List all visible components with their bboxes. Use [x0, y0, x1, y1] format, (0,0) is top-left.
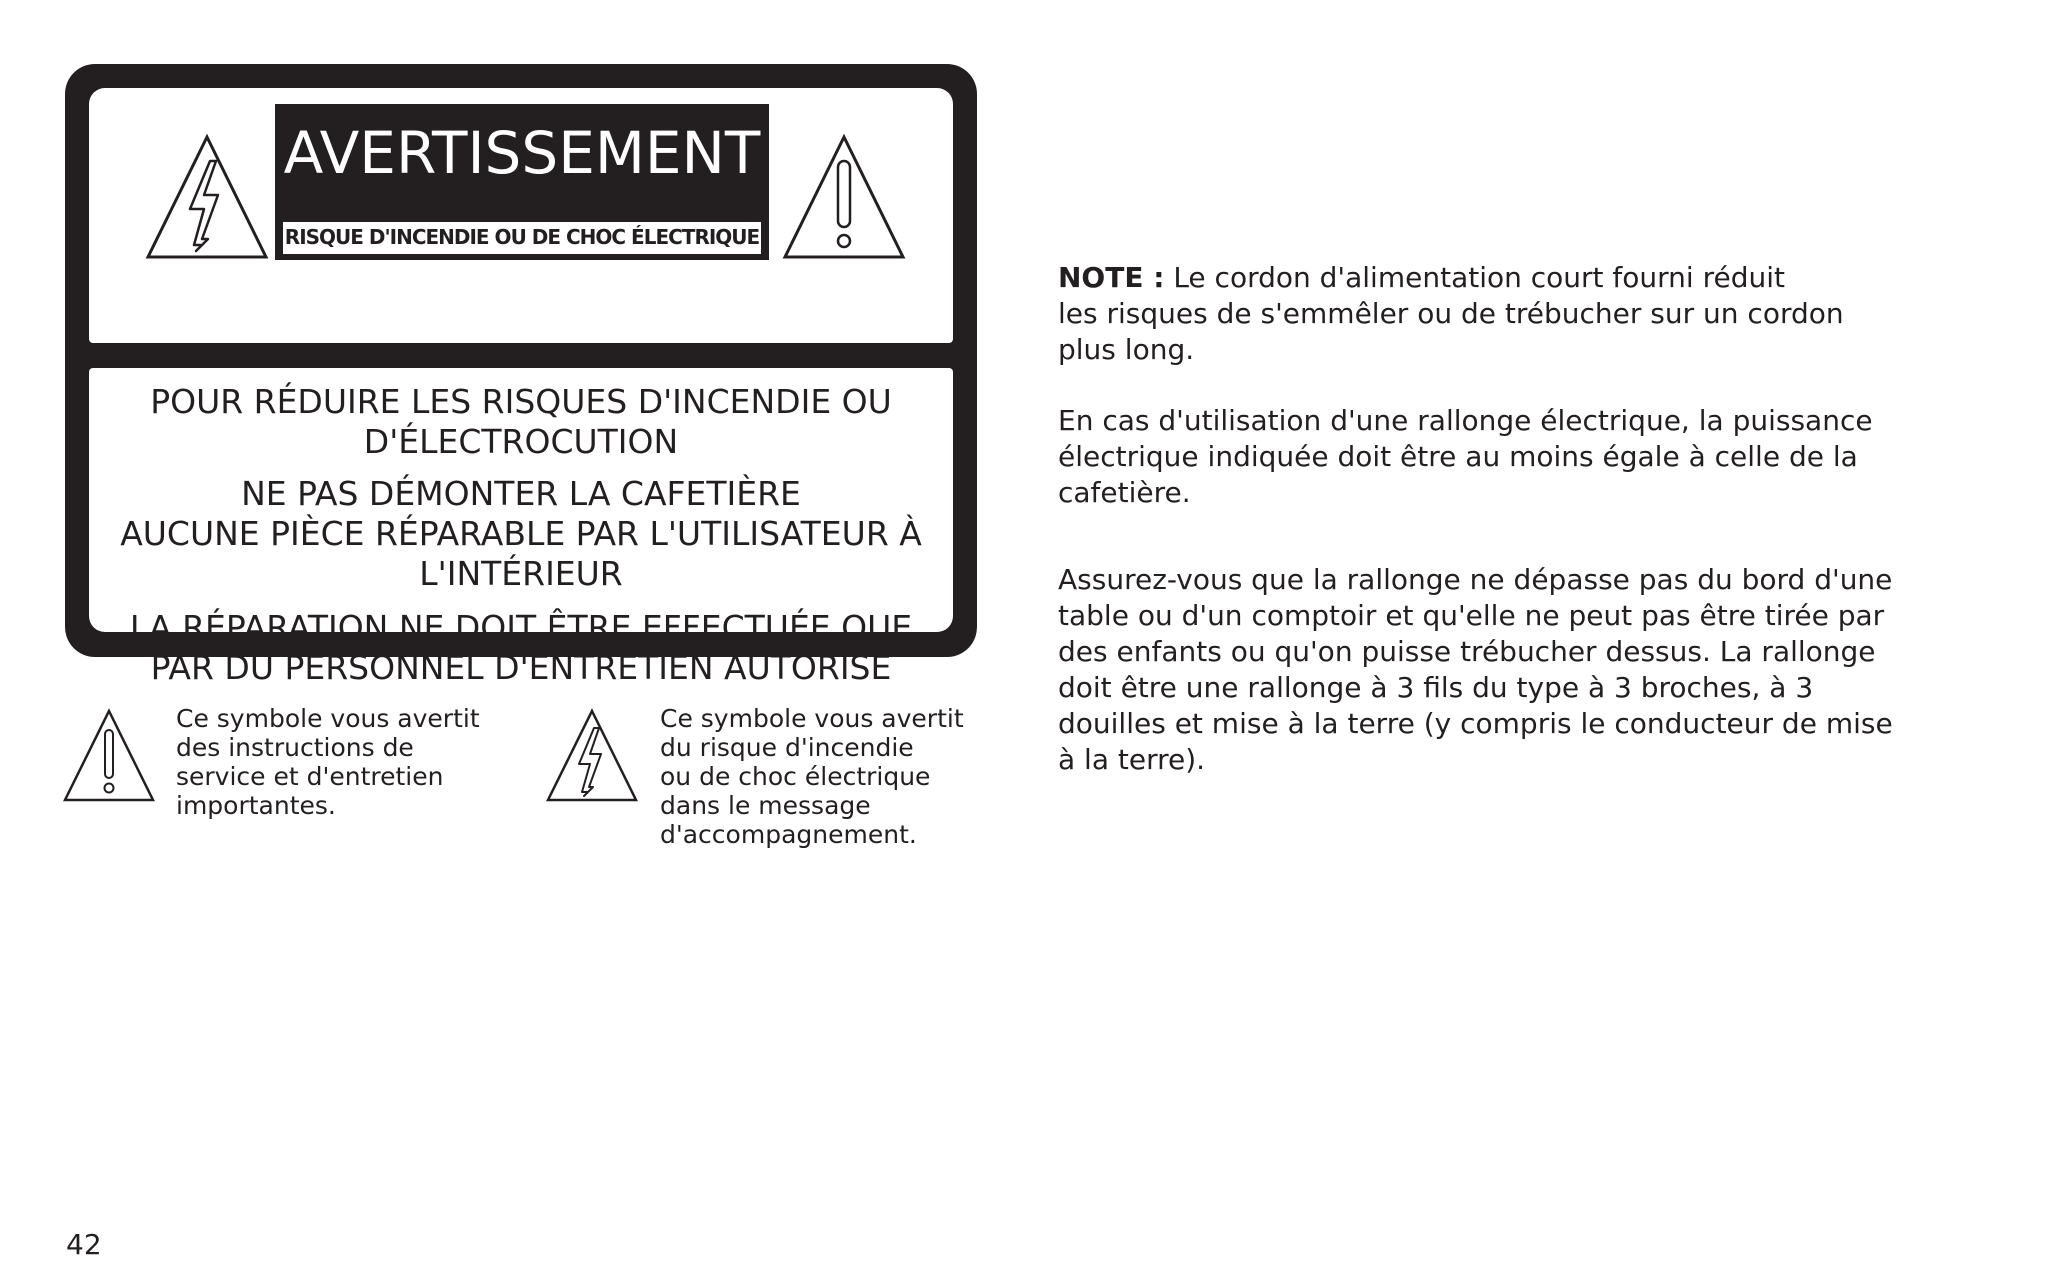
exclamation-warning-icon: [781, 133, 907, 261]
paragraph-line: des enfants ou qu'on puisse trébucher dessus. La rallonge: [1058, 635, 1876, 668]
warning-line: L'INTÉRIEUR: [419, 554, 623, 593]
paragraph-line: électrique indiquée doit être au moins égale à celle de la: [1058, 440, 1858, 473]
warning-title: AVERTISSEMENT: [283, 119, 761, 187]
paragraph-line: table ou d'un comptoir et qu'elle ne peut pas être tirée par: [1058, 599, 1885, 632]
note-line: les risques de s'emmêler ou de trébucher sur un cordon: [1058, 297, 1844, 330]
warning-paragraph-dismantle: [89, 474, 953, 594]
paragraph-line: douilles et mise à la terre (y compris le conducteur de mise: [1058, 707, 1893, 740]
symbol-line: service et d'entretien: [176, 762, 444, 791]
warning-line: AUCUNE PIÈCE RÉPARABLE PAR L'UTILISATEUR À: [120, 514, 922, 553]
warning-panel: [65, 64, 977, 687]
warning-line: POUR RÉDUIRE LES RISQUES D'INCENDIE OU: [150, 382, 892, 421]
exclamation-warning-icon: [62, 708, 156, 804]
paragraph-line: à la terre).: [1058, 743, 1206, 776]
warning-paragraph-service: [89, 608, 953, 688]
note-first-line: [1058, 260, 1958, 296]
note-text: Le cordon d'alimentation court fourni réduit: [1164, 261, 1786, 294]
extension-cord-paragraph: [1058, 403, 1958, 511]
symbol-line: ou de choc électrique: [660, 762, 931, 791]
lightning-warning-icon: [545, 708, 639, 804]
symbol-line: du risque d'incendie: [660, 733, 914, 762]
warning-line: PAR DU PERSONNEL D'ENTRETIEN AUTORISÉ: [150, 648, 892, 687]
warning-line: D'ÉLECTROCUTION: [363, 422, 679, 461]
warning-line: LA RÉPARATION NE DOIT ÊTRE EFFECTUÉE QUE: [129, 608, 913, 647]
symbol-description-lightning: [660, 704, 964, 849]
paragraph-line: En cas d'utilisation d'une rallonge électrique, la puissance: [1058, 404, 1873, 437]
warning-title-box: [275, 104, 769, 260]
warning-paragraph-fire: [89, 382, 953, 462]
symbol-line: dans le message: [660, 791, 871, 820]
paragraph-line: Assurez-vous que la rallonge ne dépasse pas du bord d'une: [1058, 563, 1893, 596]
warning-subtitle-box: [283, 222, 761, 254]
symbol-line: des instructions de: [176, 733, 414, 762]
cord-placement-paragraph: [1058, 562, 1958, 778]
paragraph-line: cafetière.: [1058, 476, 1191, 509]
paragraph-line: doit être une rallonge à 3 fils du type à 3 broches, à 3: [1058, 671, 1814, 704]
note-label: NOTE :: [1058, 261, 1165, 294]
note-line: plus long.: [1058, 333, 1195, 366]
symbol-line: importantes.: [176, 791, 336, 820]
warning-subtitle: RISQUE D'INCENDIE OU DE CHOC ÉLECTRIQUE: [284, 225, 760, 249]
page-number: 42: [66, 1228, 102, 1261]
warning-line: NE PAS DÉMONTER LA CAFETIÈRE: [241, 474, 801, 513]
symbol-line: Ce symbole vous avertit: [660, 704, 964, 733]
warning-body: [89, 368, 953, 687]
symbol-description-exclamation: [176, 704, 480, 820]
symbol-line: d'accompagnement.: [660, 820, 917, 849]
note-paragraph: [1058, 260, 1958, 368]
symbol-line: Ce symbole vous avertit: [176, 704, 480, 733]
lightning-warning-icon: [144, 133, 270, 261]
warning-header: [89, 88, 953, 343]
